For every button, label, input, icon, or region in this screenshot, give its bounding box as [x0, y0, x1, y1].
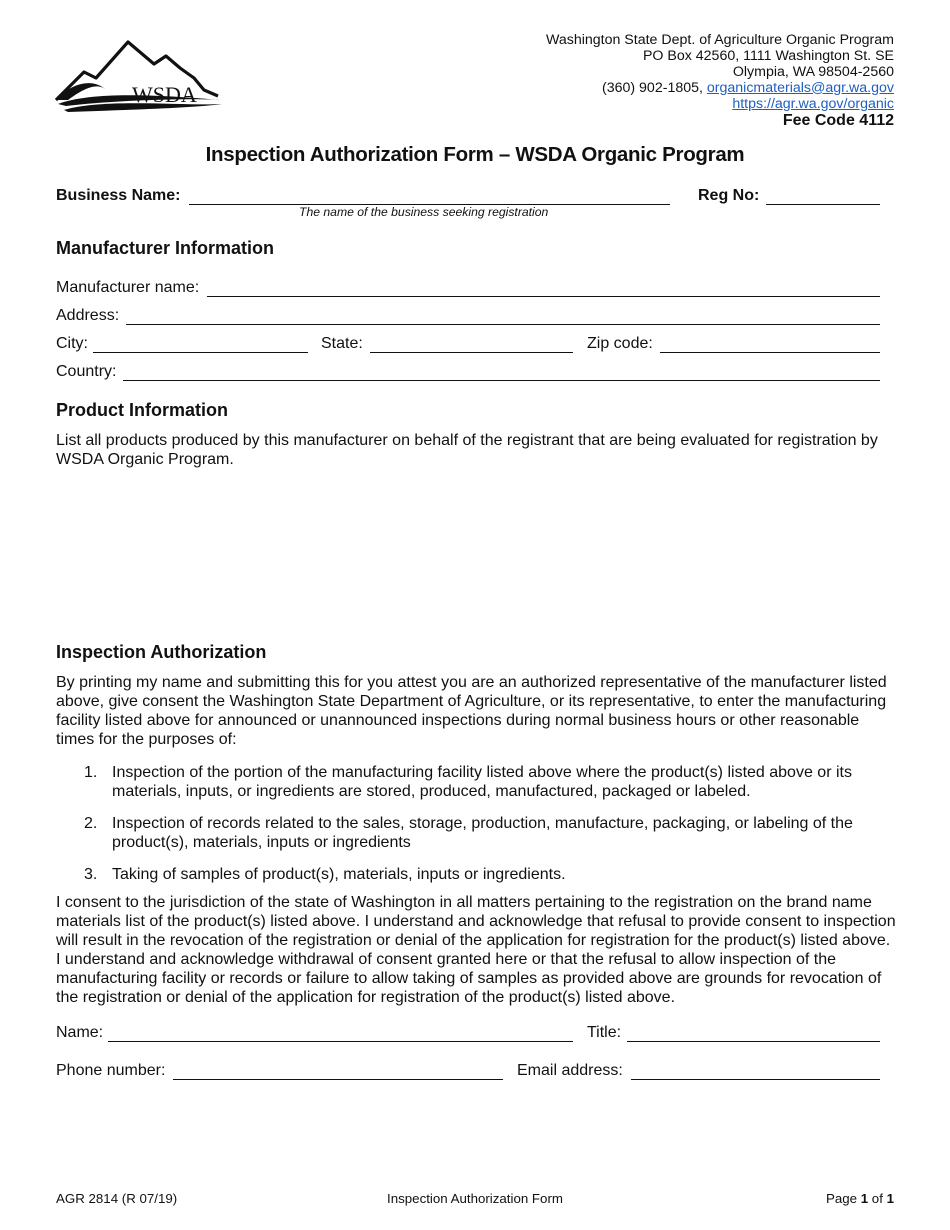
list-item-text: Taking of samples of product(s), materials, inputs or ingredients.	[112, 866, 566, 883]
country-label: Country:	[56, 363, 117, 380]
city-label: City:	[56, 335, 88, 352]
list-item-number: 2.	[84, 815, 98, 832]
page-title: Inspection Authorization Form – WSDA Organic Program	[205, 143, 745, 166]
state-field[interactable]	[370, 336, 573, 353]
reg-no-field[interactable]	[766, 188, 880, 205]
form-number: AGR 2814 (R 07/19)	[56, 1191, 178, 1206]
country-field[interactable]	[123, 364, 880, 381]
product-instructions: List all products produced by this manufacturer on behalf of the registrant that are being evaluated for registration by WSDA Organic Program.	[56, 432, 878, 468]
product-list-area[interactable]	[56, 474, 898, 634]
list-item-text: Inspection of records related to the sales, storage, production, manufacture, packaging, or labeling of the product(s), materials, inputs or ingredients	[112, 815, 853, 851]
page-of: of	[868, 1191, 887, 1206]
consent-paragraph: I consent to the jurisdiction of the state of Washington in all matters pertaining to the registration on the brand name materials list of the product(s) listed above. I understand and acknowledge that refusal to provide consent to inspection will result in the revocation of the registration or denial of the application for registration for the product(s) listed above. I understand and acknowledge withdrawal of consent granted here or that the refusal to allow inspection of the manufacturing facility or records or failure to allow taking of samples as provided above are grounds for revocation of the registration or denial of the application for registration of the product(s) listed above.	[56, 894, 896, 1006]
manufacturer-heading: Manufacturer Information	[56, 238, 275, 258]
address-field[interactable]	[126, 308, 880, 325]
agency-name: Washington State Dept. of Agriculture Organic Program	[545, 32, 894, 48]
email-address-field[interactable]	[631, 1063, 880, 1080]
phone-number-field[interactable]	[173, 1063, 503, 1080]
footer-form-name: Inspection Authorization Form	[387, 1191, 563, 1206]
agency-address: PO Box 42560, 1111 Washington St. SE	[642, 47, 894, 64]
address-label: Address:	[56, 307, 120, 324]
page-prefix: Page	[825, 1191, 861, 1206]
business-name-hint: The name of the business seeking registration	[299, 205, 549, 219]
agency-contact-block	[546, 33, 894, 128]
reg-no-label: Reg No:	[698, 187, 760, 204]
email-link[interactable]: organicmaterials@agr.wa.gov	[706, 79, 894, 96]
authorization-intro: By printing my name and submitting this for you attest you are an authorized representative of the manufacturer listed above, give consent the Washington State Department of Agriculture, or its representative, to enter the manufacturing facility listed above for announced or unannounced inspections during normal business hours or other reasonable times for the purposes of:	[56, 674, 887, 748]
zip-code-label: Zip code:	[587, 335, 653, 352]
business-name-label: Business Name:	[56, 187, 181, 204]
list-item-number: 1.	[84, 764, 98, 781]
state-label: State:	[321, 335, 363, 352]
page-total: 1	[886, 1191, 894, 1206]
agency-phone-email	[546, 81, 894, 97]
name-field[interactable]	[108, 1025, 573, 1042]
list-item-text: Inspection of the portion of the manufacturing facility listed above where the product(s) listed above or its materials, inputs, or ingredients are stored, produced, manufactured, packaged or labeled.	[112, 764, 852, 800]
title-field[interactable]	[627, 1025, 880, 1042]
city-field[interactable]	[93, 336, 308, 353]
manufacturer-name-label: Manufacturer name:	[56, 279, 200, 296]
manufacturer-name-field[interactable]	[207, 280, 880, 297]
authorization-heading: Inspection Authorization	[56, 642, 267, 662]
email-address-label: Email address:	[517, 1062, 623, 1079]
website-link[interactable]: https://agr.wa.gov/organic	[732, 95, 894, 112]
page-indicator	[826, 1191, 894, 1206]
business-name-field[interactable]	[189, 188, 670, 205]
title-label: Title:	[587, 1024, 622, 1041]
name-label: Name:	[56, 1024, 104, 1041]
agency-city: Olympia, WA 98504-2560	[732, 63, 894, 80]
logo-text: WSDA	[132, 82, 197, 107]
product-heading: Product Information	[56, 400, 228, 420]
zip-code-field[interactable]	[660, 336, 880, 353]
wsda-logo	[54, 38, 226, 114]
phone-number-label: Phone number:	[56, 1062, 166, 1079]
fee-code: Fee Code 4112	[782, 111, 894, 129]
agency-phone: (360) 902-1805,	[601, 79, 707, 96]
list-item-number: 3.	[84, 866, 98, 883]
page-number: 1	[860, 1191, 869, 1206]
